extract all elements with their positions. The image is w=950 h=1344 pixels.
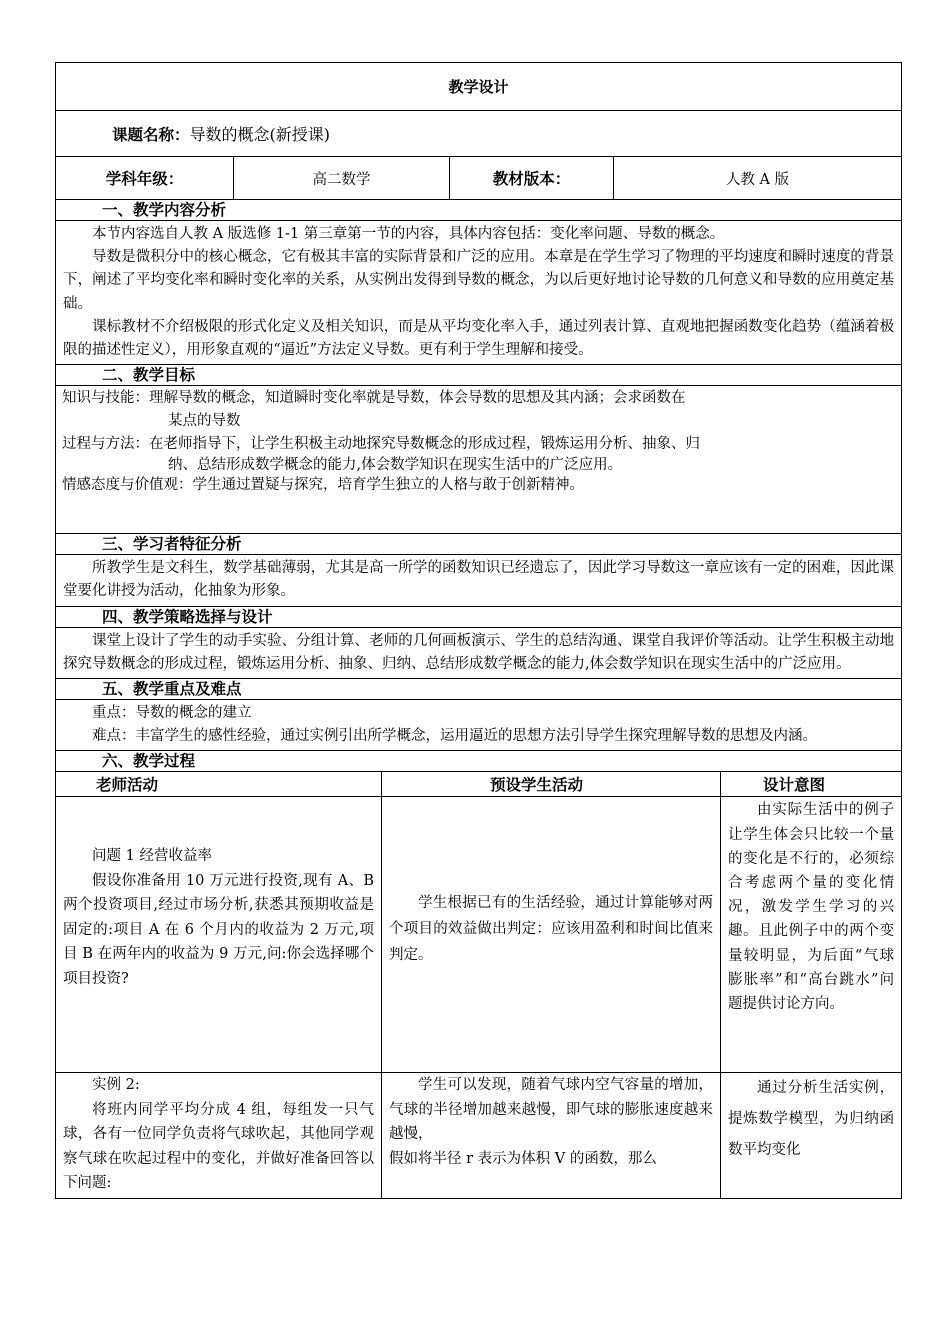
section-1-paragraph: 本节内容选自人教 A 版选修 1-1 第三章第一节的内容，具体内容包括：变化率问题、导数的概念。 [92, 226, 725, 242]
section-5-body [56, 700, 902, 751]
section-6-title: 六、教学过程 [56, 751, 902, 772]
section-3-body [56, 555, 902, 606]
row2-teacher-title: 实例 2: [92, 1077, 140, 1094]
row2-intent-text: 通过分析生活实例，提炼数学模型，为归纳函数平均变化 [728, 1080, 895, 1159]
section-4-body [56, 627, 902, 678]
row2-teacher [56, 1073, 382, 1199]
section-3-title: 三、学习者特征分析 [56, 534, 902, 555]
edition-value: 人教 A 版 [614, 157, 902, 200]
row1-student [382, 797, 721, 1073]
section-5-key-point: 重点：导数的概念的建立 [92, 705, 252, 722]
row1-teacher [56, 797, 382, 1073]
goal-emotion: 情感态度与价值观：学生通过置疑与探究，培育学生独立的人格与敢于创新精神。 [62, 477, 584, 494]
doc-title: 教学设计 [56, 63, 902, 111]
goal-process: 过程与方法：在老师指导下，让学生积极主动地探究导数概念的形成过程，锻炼运用分析、抽象、归 [62, 436, 700, 453]
course-row [56, 111, 902, 157]
section-4-paragraph: 课堂上设计了学生的动手实验、分组计算、老师的几何画板演示、学生的总结沟通、课堂自我评价等活动。让学生积极主动地探究导数概念的形成过程，锻炼运用分析、抽象、归纳、总结形成数学概念的能力,体会数学知识在现实生活中的广泛应用。 [63, 632, 895, 672]
section-4-title: 四、教学策略选择与设计 [56, 606, 902, 627]
goal-process-cont: 纳、总结形成数学概念的能力,体会数学知识在现实生活中的广泛应用。 [168, 457, 623, 474]
row2-student-text-cont: 假如将半径 r 表示为体积 V 的函数，那么 [389, 1150, 657, 1167]
section-5-title: 五、教学重点及难点 [56, 679, 902, 700]
subject-label: 学科年级： [56, 157, 234, 200]
lesson-plan-table [55, 62, 902, 1199]
row1-teacher-title: 问题 1 经营收益率 [92, 848, 212, 865]
col-header-intent: 设计意图 [721, 772, 902, 797]
section-5-difficulty: 难点：丰富学生的感性经验，通过实例引出所学概念，运用逼近的思想方法引导学生探究理解导数的思想及内涵。 [92, 728, 817, 745]
row2-student [382, 1073, 721, 1199]
row1-teacher-body: 假设你准备用 10 万元进行投资,现有 A、B 两个投资项目,经过市场分析,获悉其预期收益是固定的:项目 A 在 6 个月内的收益为 2 万元,项目 B 在两年内的收益为 9 万元,问:你会选择哪个项目投资? [63, 872, 374, 987]
section-1-paragraph: 导数是微积分中的核心概念，它有极其丰富的实际背景和广泛的应用。本章是在学生学习了物理的平均速度和瞬时速度的背景下，阐述了平均变化率和瞬时变化率的关系，从实例出发得到导数的概念，为以后更好地讨论导数的几何意义和导数的应用奠定基础。 [63, 249, 895, 312]
row2-teacher-body: 将班内同学平均分成 4 组，每组发一只气球，各有一位同学负责将气球吹起，其他同学观察气球在吹起过程中的变化，并做好准备回答以下问题: [63, 1101, 374, 1192]
section-1-paragraph: 课标教材不介绍极限的形式化定义及相关知识，而是从平均变化率入手，通过列表计算、直观地把握函数变化趋势（蕴涵着极限的描述性定义），用形象直观的“逼近”方法定义导数。更有利于学生理解和接受。 [63, 318, 895, 359]
course-value: 导数的概念(新授课) [189, 125, 331, 144]
col-header-student: 预设学生活动 [382, 772, 721, 797]
course-label: 课题名称： [112, 126, 190, 144]
section-2-title: 二、教学目标 [56, 365, 902, 386]
process-row-1 [56, 797, 902, 1073]
row1-intent [721, 797, 902, 1073]
edition-label: 教材版本： [450, 157, 614, 200]
process-row-2 [56, 1073, 902, 1199]
row2-student-text: 学生可以发现，随着气球内空气容量的增加，气球的半径增加越来越慢，即气球的膨胀速度越来越慢， [389, 1077, 713, 1143]
goal-knowledge-cont: 某点的导数 [168, 413, 241, 430]
row1-student-text: 学生根据已有的生活经验，通过计算能够对两个项目的效益做出判定：应该用盈利和时间比值来判定。 [389, 895, 713, 964]
section-1-body [56, 221, 902, 365]
section-3-paragraph: 所教学生是文科生，数学基础薄弱，尤其是高一所学的函数知识已经遗忘了，因此学习导数这一章应该有一定的困难，因此课堂要化讲授为活动，化抽象为形象。 [63, 560, 895, 600]
subject-value: 高二数学 [234, 157, 450, 200]
section-1-title: 一、教学内容分析 [56, 200, 902, 221]
meta-row [56, 157, 902, 200]
row2-intent [721, 1073, 902, 1199]
row1-intent-text: 由实际生活中的例子让学生体会只比较一个量的变化是不行的，必须综合考虑两个量的变化情况，激发学生学习的兴趣。且此例子中的两个变量较明显，为后面“气球膨胀率”和“高台跳水”问题提供讨论方向。 [728, 802, 895, 1013]
section-2-body [56, 386, 902, 534]
goal-knowledge: 知识与技能：理解导数的概念，知道瞬时变化率就是导数，体会导数的思想及其内涵；会求函数在 [62, 390, 686, 407]
col-header-teacher: 老师活动 [56, 772, 382, 797]
